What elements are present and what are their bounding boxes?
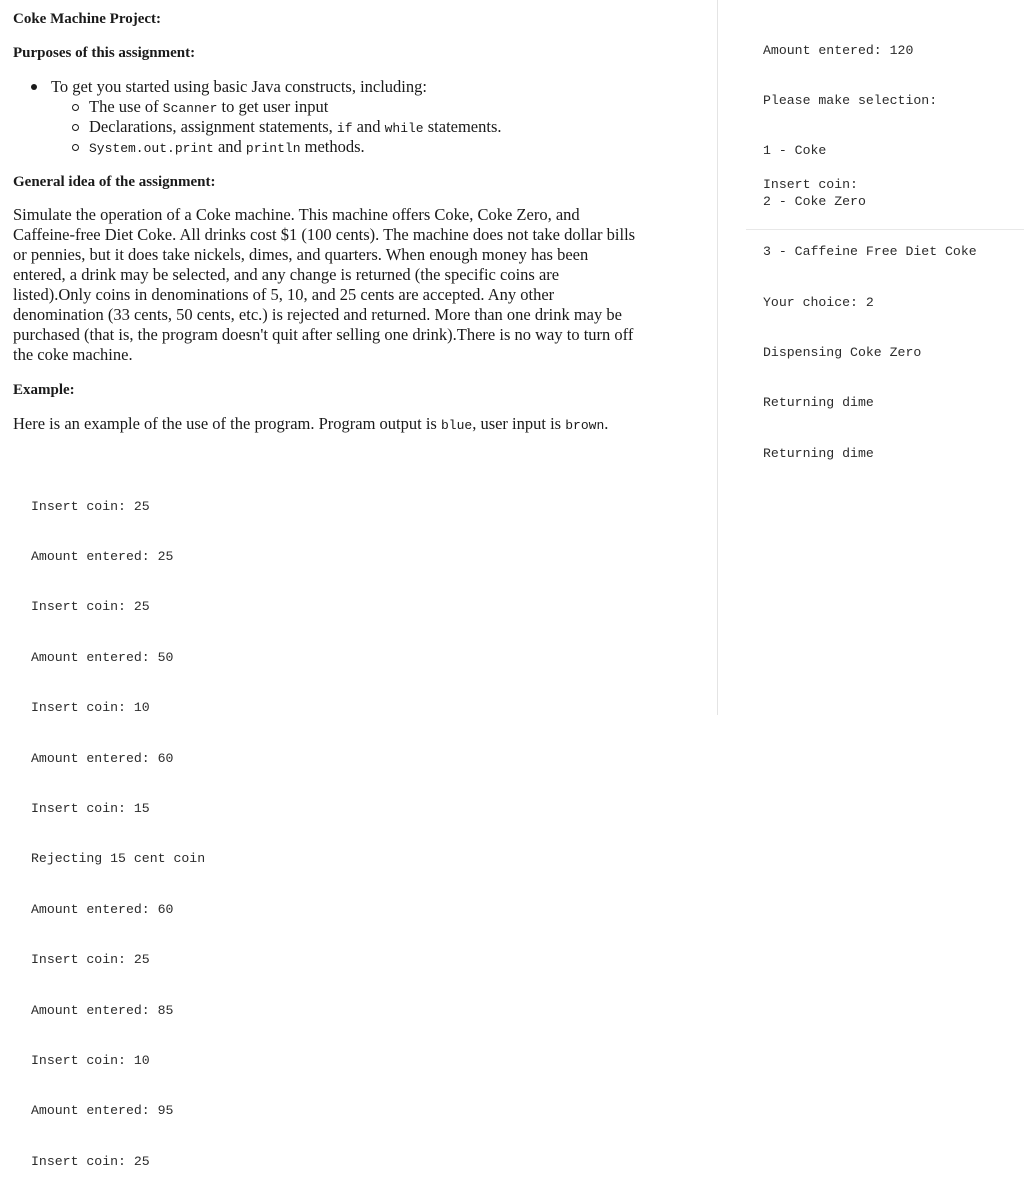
output-line: Insert coin: 15	[31, 800, 150, 816]
paragraph-line: the coke machine.	[13, 345, 133, 364]
paragraph-line: Simulate the operation of a Coke machine. This machine offers Coke, Coke Zero, and	[13, 205, 580, 224]
circle-bullet-icon	[72, 104, 79, 111]
subitem-text: and	[352, 117, 385, 136]
circle-bullet-icon	[72, 124, 79, 131]
intro-text: .	[604, 414, 609, 433]
general-paragraph	[13, 205, 703, 365]
insert-coin-prompt: Insert coin:	[763, 177, 858, 192]
subitem-text: to get user input	[217, 97, 329, 116]
code-scanner: Scanner	[162, 101, 218, 116]
intro-text: Here is an example of the use of the program. Program output is	[13, 414, 441, 433]
page-title: Coke Machine Project:	[13, 11, 162, 27]
subitem-text: The use of	[89, 97, 163, 116]
continued-output-column	[717, 0, 1024, 715]
output-line: Your choice: 2	[763, 294, 874, 310]
paragraph-line: denomination (33 cents, 50 cents, etc.) is rejected and returned. More than one drink may be	[13, 305, 622, 324]
paragraph-line: purchased (that is, the program doesn't quit after selling one drink).There is no way to turn off	[13, 325, 634, 344]
bullet-text: To get you started using basic Java constructs, including:	[51, 77, 427, 96]
output-line: Insert coin: 25	[31, 1153, 150, 1169]
example-output-block	[31, 465, 205, 1204]
intro-text: , user input is	[472, 414, 566, 433]
continued-output-block	[763, 9, 977, 496]
subitem-text: Declarations, assignment statements,	[89, 117, 337, 136]
output-line: Amount entered: 25	[31, 548, 174, 564]
bullet-dot-icon	[31, 84, 37, 90]
circle-bullet-icon	[72, 144, 79, 151]
output-line: 2 - Coke Zero	[763, 193, 866, 209]
output-line: Returning dime	[763, 395, 874, 411]
output-line: Insert coin: 10	[31, 1052, 150, 1068]
paragraph-line: listed).Only coins in denominations of 5, 10, and 25 cents are accepted. Any other	[13, 285, 555, 304]
paragraph-line: Caffeine-free Diet Coke. All drinks cost $1 (100 cents). The machine does not take dollar bills	[13, 225, 636, 244]
output-line: Rejecting 15 cent coin	[31, 851, 206, 867]
divider	[746, 229, 1024, 230]
code-blue: blue	[440, 418, 473, 433]
purposes-heading: Purposes of this assignment:	[13, 45, 196, 61]
code-println: println	[245, 141, 301, 156]
output-line: Amount entered: 95	[31, 1103, 174, 1119]
output-line: 1 - Coke	[763, 143, 827, 159]
output-line: Amount entered: 85	[31, 1002, 174, 1018]
output-line: Insert coin: 10	[31, 700, 150, 716]
subitem-text: and	[213, 137, 246, 156]
output-line: Amount entered: 50	[31, 649, 174, 665]
subitem-text: methods.	[300, 137, 365, 156]
output-line: Dispensing Coke Zero	[763, 344, 922, 360]
example-intro	[13, 414, 608, 434]
code-system-out-print: System.out.print	[89, 141, 214, 156]
output-line: Returning dime	[763, 445, 874, 461]
subitem-text: statements.	[423, 117, 502, 136]
code-if: if	[336, 121, 353, 136]
output-line: 3 - Caffeine Free Diet Coke	[763, 244, 977, 260]
output-line: Please make selection:	[763, 92, 938, 108]
example-heading: Example:	[13, 382, 75, 398]
paragraph-line: or pennies, but it does take nickels, dimes, and quarters. When enough money has been	[13, 245, 589, 264]
code-while: while	[384, 121, 424, 136]
output-line: Insert coin: 25	[31, 599, 150, 615]
output-line: Insert coin: 25	[31, 498, 150, 514]
output-line: Amount entered: 60	[31, 901, 174, 917]
paragraph-line: entered, a drink may be selected, and any change is returned (the specific coins are	[13, 265, 560, 284]
output-line: Amount entered: 60	[31, 750, 174, 766]
general-heading: General idea of the assignment:	[13, 174, 216, 190]
output-line: Insert coin: 25	[31, 952, 150, 968]
output-line: Amount entered: 120	[763, 42, 914, 58]
code-brown: brown	[565, 418, 605, 433]
